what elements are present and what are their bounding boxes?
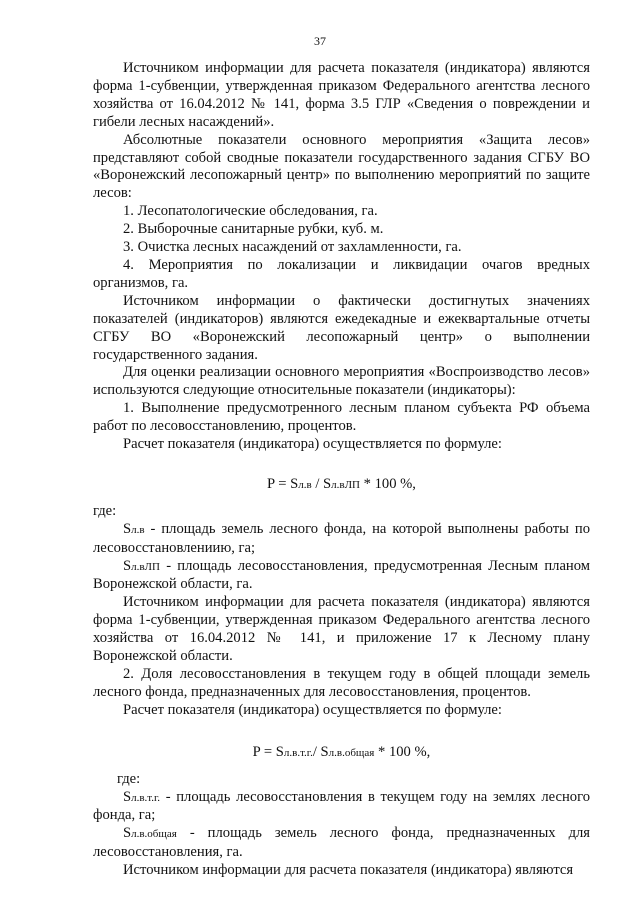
paragraph-formula-intro-1: Расчет показателя (индикатора) осуществляется по формуле:: [123, 436, 502, 453]
list-item-1: 1. Лесопатологические обследования, га.: [123, 203, 378, 220]
paragraph-indicator-1: 1. Выполнение предусмотренного лесным планом субъекта РФ объема работ по лесовосстановлению, процентов.: [93, 400, 590, 435]
list-item-4: 4. Мероприятия по локализации и ликвидации очагов вредных организмов, га.: [93, 256, 590, 291]
definition-3: Sл.в.т.г. - площадь лесовосстановления в текущем году на землях лесного фонда, га;: [93, 788, 590, 824]
paragraph-source-1: Источником информации для расчета показателя (индикатора) являются форма 1-субвенции, утвержденная приказом Федерального агентства лесного хозяйства от 16.04.2012 № 141, форма 3.5 ГЛР «Сведения о повреждении и гибели лесных насаждений».: [93, 60, 590, 130]
formula-2: P = Sл.в.т.г./ Sл.в.общая * 100 %,: [252, 743, 431, 760]
definition-1: Sл.в - площадь земель лесного фонда, на которой выполнены работы по лесовосстановлениию, га;: [93, 520, 590, 556]
page-number: 37: [314, 34, 326, 48]
definition-4: Sл.в.общая - площадь земель лесного фонда, предназначенных для лесовосстановления, га.: [93, 825, 590, 861]
paragraph-source-3: Источником информации для расчета показателя (индикатора) являются форма 1-субвенции, утвержденная приказом Федерального агентства лесного хозяйства от 16.04.2012 № 141, и приложение 17 к Лесному плану Воронежской области.: [93, 594, 590, 665]
paragraph-source-2: Источником информации о фактически достигнутых значениях показателей (индикаторов) являются ежедекадные и ежеквартальные отчеты СГБУ ВО «Воронежский лесопожарный центр» о выполнении государственного задания.: [93, 292, 590, 363]
paragraph-indicator-2: 2. Доля лесовосстановления в текущем году в общей площади земель лесного фонда, предназначенных для лесовосстановления, процентов.: [93, 666, 590, 700]
page-content: [93, 60, 590, 880]
paragraph-source-4: Источником информации для расчета показателя (индикатора) являются: [123, 862, 574, 879]
formula-1: P = Sл.в / Sл.вЛП * 100 %,: [267, 475, 416, 492]
where-label-2: где:: [117, 770, 141, 787]
list-item-3: 3. Очистка лесных насаждений от захламленности, га.: [123, 239, 462, 256]
list-item-2: 2. Выборочные санитарные рубки, куб. м.: [123, 221, 384, 238]
definition-2: Sл.вЛП - площадь лесовосстановления, предусмотренная Лесным планом Воронежской области, га.: [93, 557, 590, 593]
paragraph-formula-intro-2: Расчет показателя (индикатора) осуществляется по формуле:: [123, 701, 502, 718]
where-label-1: где:: [93, 502, 117, 519]
paragraph-absolute-indicators: Абсолютные показатели основного мероприятия «Защита лесов» представляют собой сводные показатели государственного задания СГБУ ВО «Воронежский лесопожарный центр» по выполнению мероприятий по защите лесов:: [93, 131, 590, 202]
paragraph-reproduction: Для оценки реализации основного мероприятия «Воспроизводство лесов» используются следующие относительные показатели (индикаторы):: [93, 364, 590, 399]
